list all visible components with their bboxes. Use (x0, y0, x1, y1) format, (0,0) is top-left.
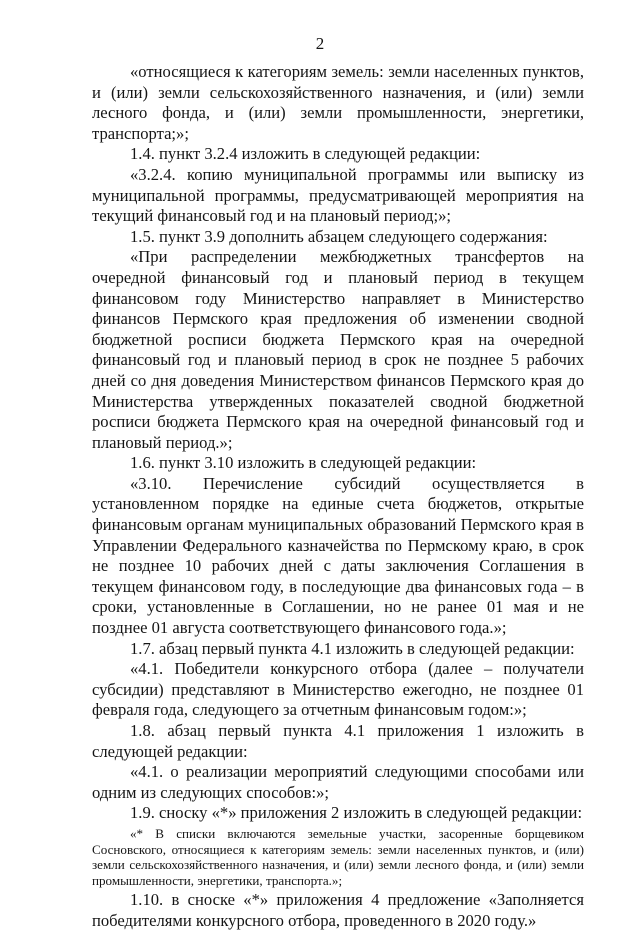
paragraph-quote-3-10: «3.10. Перечисление субсидий осуществляется в установленном порядке на единые счета бюджетов, открытые финансовым органам муниципальных образований Пермского края в Управлении Федерального казначейства по Пермскому краю, в срок не позднее 10 рабочих дней с даты заключения Соглашения в текущем финансовом году, в последующие два финансовых года – в сроки, установленные в Соглашении, но не ранее 01 мая и не позднее 01 августа соответствующего финансового года.»; (92, 473, 584, 638)
paragraph-item-1-4: 1.4. пункт 3.2.4 изложить в следующей редакции: (130, 144, 481, 164)
paragraph-quote-land-categories: «относящиеся к категориям земель: земли населенных пунктов, и (или) земли сельскохозяйственного назначения, и (или) земли лесного фонда, и (или) земли промышленности, энергетики, транспорта;»; (92, 62, 584, 143)
paragraph-quote-4-1: «4.1. Победители конкурсного отбора (далее – получатели субсидии) представляют в Министерство ежегодно, не позднее 01 февраля года, следующего за отчетным финансовым годом:»; (92, 659, 584, 720)
paragraph-item-1-5: 1.5. пункт 3.9 дополнить абзацем следующего содержания: (130, 226, 548, 246)
paragraph-item-1-9: 1.9. сноску «*» приложения 2 изложить в следующей редакции: (130, 803, 583, 823)
paragraph-quote-3-9: «При распределении межбюджетных трансфертов на очередной финансовый год и плановый период в текущем финансовом году Министерство направляет в Министерство финансов Пермского края предложения об изменении сводной бюджетной росписи бюджета Пермского края на очередной финансовый год и плановый период в срок не позднее 5 рабочих дней со дня доведения Министерством финансов Пермского края до Министерства утвержденных показателей сводной бюджетной росписи бюджета Пермского края на очередной финансовый год и плановый период.»; (92, 247, 584, 452)
paragraph-item-1-8: 1.8. абзац первый пункта 4.1 приложения 1 изложить в следующей редакции: (92, 721, 584, 761)
paragraph-quote-4-1-appendix: «4.1. о реализации мероприятий следующими способами или одним из следующих способов:»; (92, 762, 584, 802)
paragraph-item-1-10: 1.10. в сноске «*» приложения 4 предложение «Заполняется победителями конкурсного отбора, проведенного в 2020 году.» (92, 890, 584, 930)
paragraph-item-1-6: 1.6. пункт 3.10 изложить в следующей редакции: (130, 453, 477, 473)
paragraph-quote-3-2-4: «3.2.4. копию муниципальной программы или выписку из муниципальной программы, предусматривающей мероприятия на текущий финансовый год и на плановый период;»; (92, 164, 584, 226)
paragraph-footnote-quote: «* В списки включаются земельные участки, засоренные борщевиком Сосновского, относящиеся к категориям земель: земли населенных пунктов, и (или) земли сельскохозяйственного назначения, и (или) земли лесного фонда, и (или) земли промышленности, энергетики, транспорта.»; (92, 825, 584, 888)
paragraph-item-1-7: 1.7. абзац первый пункта 4.1 изложить в следующей редакции: (130, 638, 575, 658)
page-number: 2 (315, 34, 325, 53)
document-body (92, 62, 584, 932)
